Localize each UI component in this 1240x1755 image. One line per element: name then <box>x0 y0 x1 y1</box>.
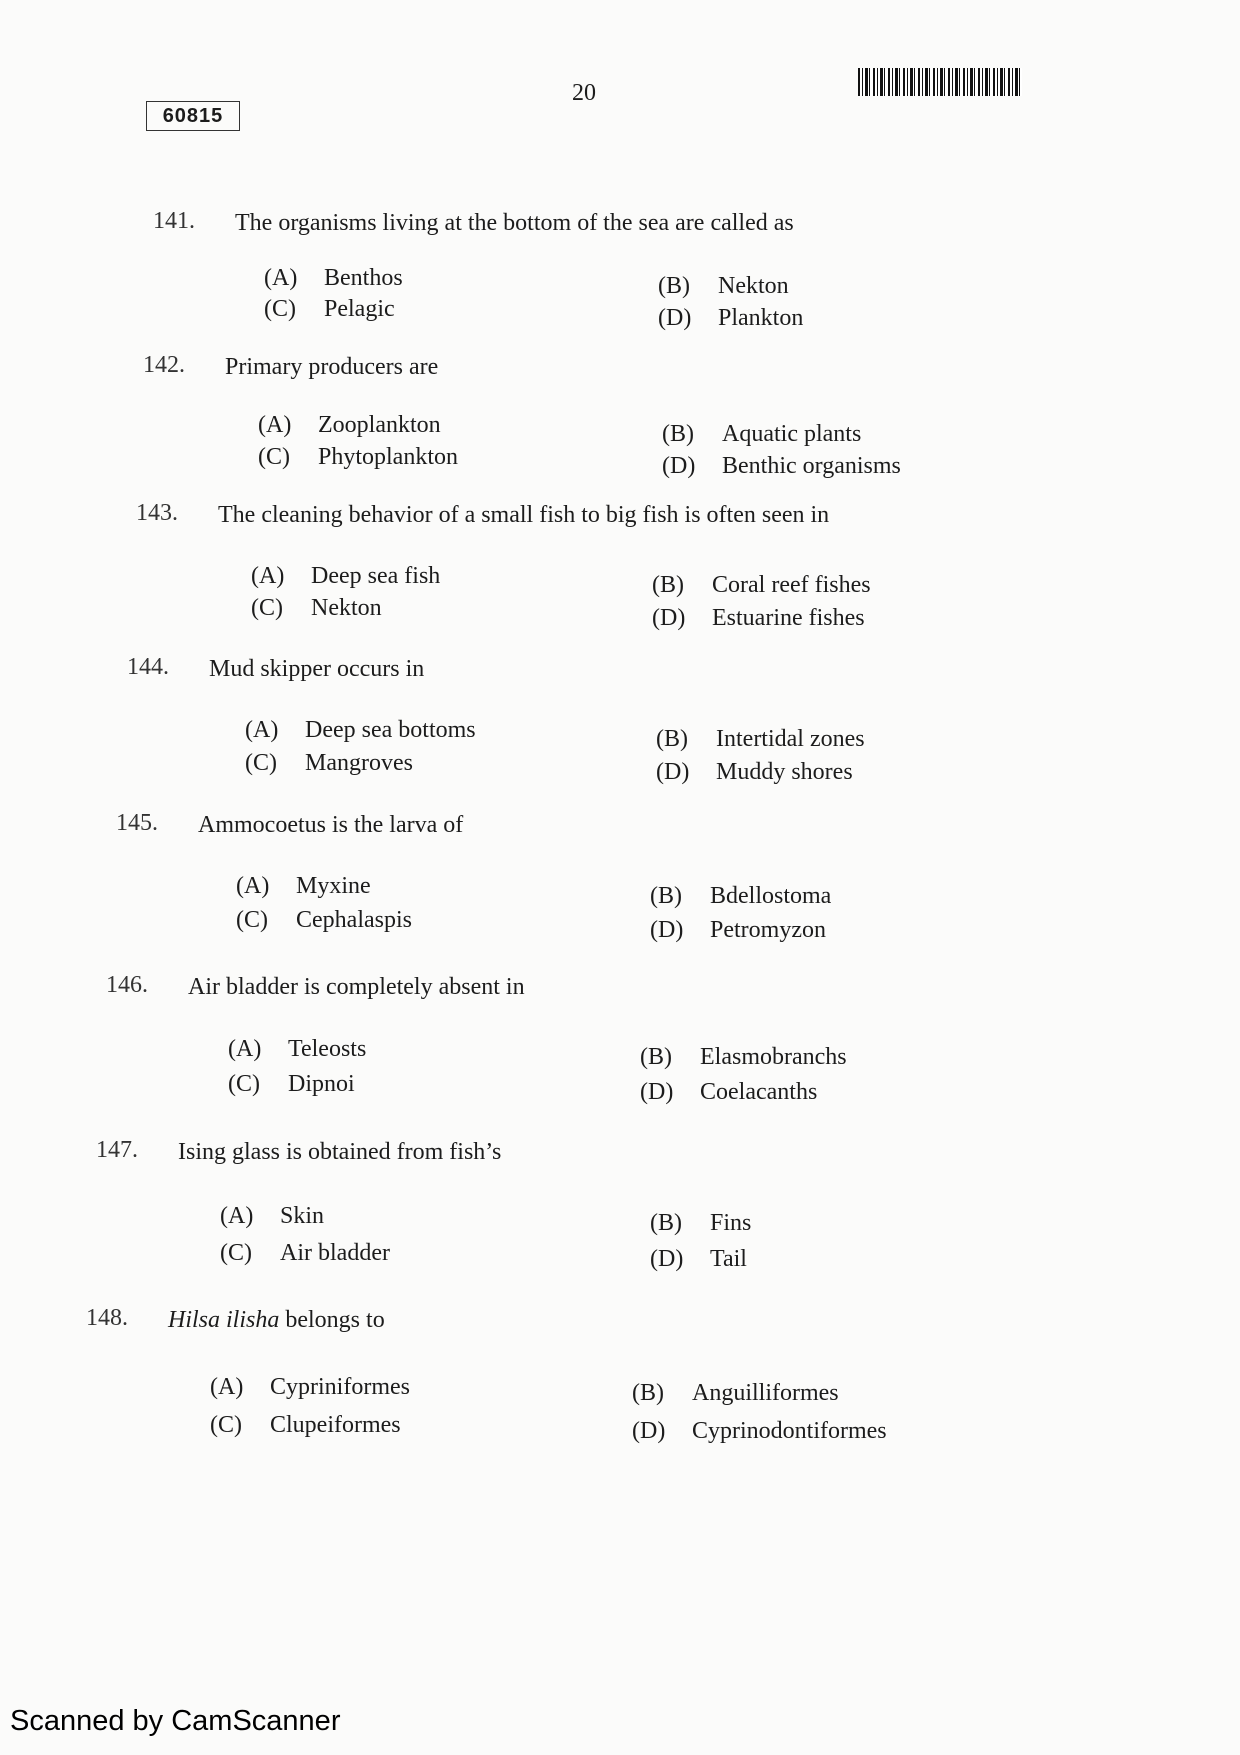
option-text: Skin <box>280 1203 325 1229</box>
option-letter: (A) <box>228 1036 262 1062</box>
option-letter: (C) <box>228 1071 260 1097</box>
page-number: 20 <box>572 80 596 106</box>
question-text: Air bladder is completely absent in <box>188 974 525 1000</box>
option-a <box>245 717 476 744</box>
option-letter: (B) <box>652 572 684 598</box>
option-letter: (D) <box>650 917 684 943</box>
option-text: Petromyzon <box>710 917 826 943</box>
question-text: The cleaning behavior of a small fish to big fish is often seen in <box>218 502 830 528</box>
option-text: Bdellostoma <box>710 883 832 909</box>
option-letter: (D) <box>650 1246 684 1272</box>
option-a <box>251 563 440 590</box>
option-text: Fins <box>710 1210 752 1236</box>
option-text: Coelacanths <box>700 1079 818 1105</box>
question-number: 144. <box>127 654 169 680</box>
question-text <box>168 1307 385 1334</box>
option-c <box>251 595 382 622</box>
option-letter: (B) <box>650 1210 682 1236</box>
option-b <box>652 572 871 599</box>
option-text: Cyprinodontiformes <box>692 1418 887 1444</box>
option-text: Deep sea fish <box>311 563 441 589</box>
option-a <box>210 1374 410 1401</box>
scanner-watermark: Scanned by CamScanner <box>10 1705 341 1737</box>
option-d <box>656 759 853 786</box>
option-letter: (B) <box>632 1380 664 1406</box>
barcode <box>858 68 1022 96</box>
question-number: 146. <box>106 972 148 998</box>
option-text: Benthos <box>324 265 403 291</box>
species-name: Hilsa ilisha <box>168 1307 280 1333</box>
option-b <box>650 883 831 910</box>
option-letter: (C) <box>264 296 296 322</box>
question-number: 141. <box>153 208 195 234</box>
option-letter: (B) <box>656 726 688 752</box>
option-text: Plankton <box>718 305 804 331</box>
option-text: Elasmobranchs <box>700 1044 847 1070</box>
option-text: Air bladder <box>280 1240 390 1266</box>
option-letter: (A) <box>220 1203 254 1229</box>
option-letter: (A) <box>210 1374 244 1400</box>
option-c <box>210 1412 401 1439</box>
question-text: Ising glass is obtained from fish’s <box>178 1139 502 1165</box>
option-text: Phytoplankton <box>318 444 459 470</box>
paper-code: 60815 <box>146 101 240 131</box>
option-letter: (D) <box>658 305 692 331</box>
option-letter: (D) <box>656 759 690 785</box>
option-letter: (A) <box>236 873 270 899</box>
option-text: Anguilliformes <box>692 1380 839 1406</box>
option-text: Tail <box>710 1246 747 1272</box>
option-d <box>632 1418 887 1445</box>
option-letter: (B) <box>662 421 694 447</box>
option-letter: (D) <box>652 605 686 631</box>
option-letter: (B) <box>658 273 690 299</box>
option-text: Nekton <box>718 273 789 299</box>
option-b <box>650 1210 751 1237</box>
option-text: Estuarine fishes <box>712 605 865 631</box>
option-text: Intertidal zones <box>716 726 865 752</box>
option-b <box>656 726 865 753</box>
option-letter: (C) <box>245 750 277 776</box>
option-c <box>228 1071 355 1098</box>
option-letter: (B) <box>640 1044 672 1070</box>
question-number: 147. <box>96 1137 138 1163</box>
option-letter: (C) <box>236 907 268 933</box>
option-letter: (A) <box>245 717 279 743</box>
option-letter: (C) <box>220 1240 252 1266</box>
question-number: 142. <box>143 352 185 378</box>
option-letter: (C) <box>258 444 290 470</box>
option-letter: (D) <box>662 453 696 479</box>
option-text: Aquatic plants <box>722 421 862 447</box>
option-a <box>258 412 441 439</box>
option-c <box>245 750 413 777</box>
option-text: Nekton <box>311 595 382 621</box>
option-text: Cypriniformes <box>270 1374 410 1400</box>
option-letter: (A) <box>258 412 292 438</box>
option-a <box>220 1203 324 1230</box>
option-text: Muddy shores <box>716 759 853 785</box>
option-letter: (C) <box>251 595 283 621</box>
option-a <box>228 1036 366 1063</box>
option-text: Clupeiformes <box>270 1412 401 1438</box>
option-text: Teleosts <box>288 1036 367 1062</box>
option-letter: (A) <box>251 563 285 589</box>
question-number: 143. <box>136 500 178 526</box>
option-letter: (C) <box>210 1412 242 1438</box>
option-c <box>264 296 395 323</box>
option-b <box>632 1380 839 1407</box>
question-number: 148. <box>86 1305 128 1331</box>
question-text-rest: belongs to <box>279 1307 385 1333</box>
question-text: Primary producers are <box>225 354 439 380</box>
option-d <box>652 605 865 632</box>
option-text: Pelagic <box>324 296 395 322</box>
option-d <box>658 305 803 332</box>
option-d <box>662 453 901 480</box>
option-a <box>236 873 371 900</box>
option-c <box>220 1240 390 1267</box>
question-number: 145. <box>116 810 158 836</box>
option-c <box>258 444 458 471</box>
option-b <box>640 1044 847 1071</box>
question-text: Mud skipper occurs in <box>209 656 425 682</box>
option-text: Coral reef fishes <box>712 572 871 598</box>
option-text: Benthic organisms <box>722 453 901 479</box>
option-b <box>662 421 861 448</box>
option-letter: (B) <box>650 883 682 909</box>
option-b <box>658 273 789 300</box>
option-letter: (A) <box>264 265 298 291</box>
option-letter: (D) <box>632 1418 666 1444</box>
option-a <box>264 265 403 292</box>
option-text: Zooplankton <box>318 412 441 438</box>
option-text: Mangroves <box>305 750 413 776</box>
question-text: The organisms living at the bottom of the sea are called as <box>235 210 794 236</box>
option-c <box>236 907 412 934</box>
option-text: Myxine <box>296 873 371 899</box>
question-text: Ammocoetus is the larva of <box>198 812 464 838</box>
option-d <box>650 917 826 944</box>
option-d <box>640 1079 817 1106</box>
option-letter: (D) <box>640 1079 674 1105</box>
option-text: Deep sea bottoms <box>305 717 476 743</box>
option-text: Cephalaspis <box>296 907 412 933</box>
option-text: Dipnoi <box>288 1071 355 1097</box>
option-d <box>650 1246 747 1273</box>
